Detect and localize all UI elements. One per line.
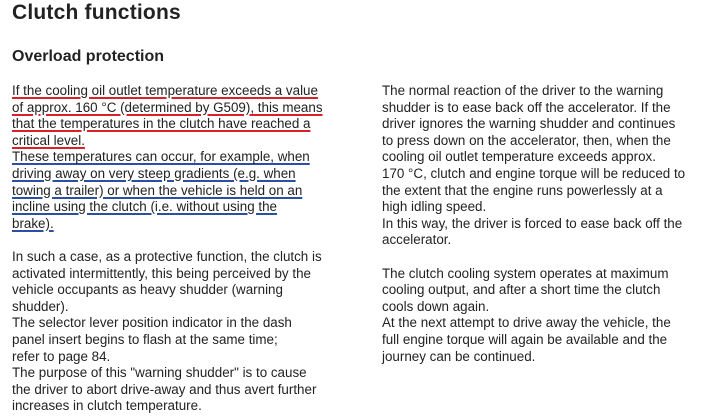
text-line: cooling output, and after a short time the clutch — [382, 282, 661, 298]
text-line: driver ignores the warning shudder and continues — [382, 116, 676, 132]
text-line: refer to page 84. — [12, 348, 111, 364]
text-line: the driver to abort drive-away and thus avert further — [12, 381, 317, 397]
text-line: the extent that the engine runs powerlessly at a — [382, 182, 663, 198]
section-heading: Overload protection — [12, 48, 165, 65]
text-line: to press down on the accelerator, then, when the — [382, 132, 671, 148]
right-column — [382, 83, 712, 365]
text-line: cools down again. — [382, 298, 490, 314]
text-line: In this way, the driver is forced to ease back off the — [382, 215, 683, 231]
text-line: critical level. — [12, 132, 85, 148]
text-line: towing a trailer) or when the vehicle is held on an — [12, 182, 303, 198]
text-line: The normal reaction of the driver to the warning — [382, 83, 664, 98]
text-line: shudder). — [12, 298, 69, 314]
text-line: of approx. 160 °C (determined by G509), this means — [12, 99, 323, 115]
paragraph-blue-underlined — [12, 149, 362, 232]
text-line: 170 °C, clutch and engine torque will be reduced to — [382, 165, 686, 181]
text-line: increases in clutch temperature. — [12, 398, 202, 414]
text-line: that the temperatures in the clutch have reached a — [12, 116, 311, 132]
paragraph-cooling-system — [382, 266, 712, 366]
text-line: shudder is to ease back off the accelerator. If the — [382, 99, 671, 115]
text-line: brake). — [12, 215, 54, 231]
text-line: accelerator. — [382, 232, 452, 248]
paragraph-red-underlined — [12, 83, 362, 149]
text-line: These temperatures can occur, for example, when — [12, 149, 310, 165]
text-line: high idling speed. — [382, 199, 487, 215]
text-line: full engine torque will again be available and the — [382, 331, 668, 347]
text-line: panel insert begins to flash at the same time; — [12, 331, 278, 347]
page-title: Clutch functions — [12, 1, 181, 24]
text-line: The clutch cooling system operates at maximum — [382, 265, 669, 281]
text-line: The selector lever position indicator in the dash — [12, 315, 292, 331]
text-line: If the cooling oil outlet temperature exceeds a value — [12, 83, 318, 98]
paragraph-driver-reaction — [382, 83, 712, 249]
text-line: vehicle occupants as heavy shudder (warning — [12, 282, 283, 298]
paragraph-protective-function — [12, 249, 362, 415]
text-line: At the next attempt to drive away the vehicle, the — [382, 315, 671, 331]
left-column — [12, 83, 362, 415]
text-line: In such a case, as a protective function, the clutch is — [12, 248, 322, 264]
text-line: driving away on very steep gradients (e.g. when — [12, 165, 296, 181]
text-line: The purpose of this "warning shudder" is to cause — [12, 365, 307, 381]
text-line: cooling oil outlet temperature exceeds approx. — [382, 149, 656, 165]
text-line: journey can be continued. — [382, 348, 536, 364]
text-line: incline using the clutch (i.e. without using the — [12, 199, 277, 215]
text-line: activated intermittently, this being perceived by the — [12, 265, 311, 281]
